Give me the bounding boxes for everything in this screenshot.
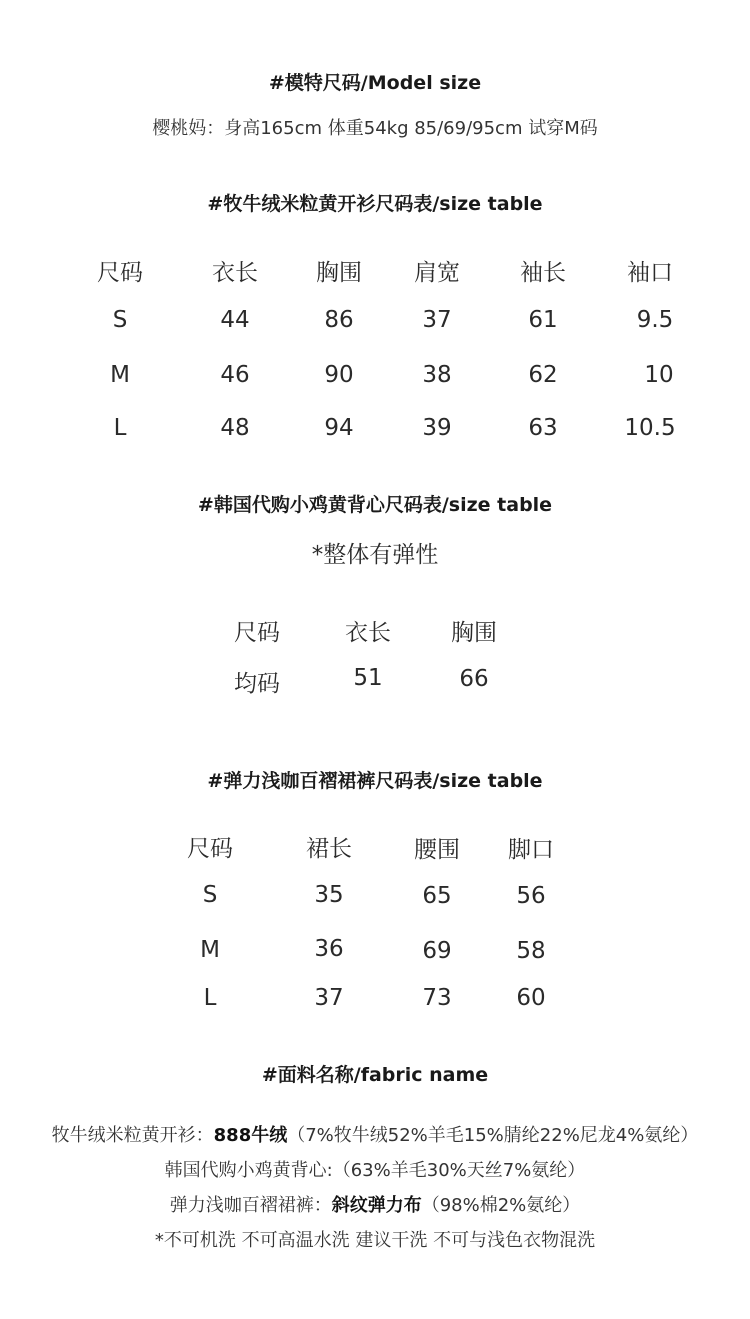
table-cell: 94 bbox=[324, 415, 354, 441]
table-cell: 56 bbox=[516, 883, 546, 909]
fabric-material-name: 斜纹弹力布 bbox=[331, 1195, 422, 1216]
table-header-cell: 衣长 bbox=[345, 620, 391, 646]
table-header-cell: 袖长 bbox=[520, 260, 566, 286]
cardigan-size-heading: #牧牛绒米粒黄开衫尺码表/size table bbox=[207, 193, 543, 215]
table-cell: 90 bbox=[324, 362, 354, 388]
table-cell: 37 bbox=[422, 307, 452, 333]
table-header-cell: 肩宽 bbox=[414, 260, 460, 286]
table-cell: 44 bbox=[220, 307, 250, 333]
table-cell: 9.5 bbox=[636, 307, 674, 333]
table-cell: 63 bbox=[528, 415, 558, 441]
fabric-line-skirt bbox=[0, 1191, 750, 1217]
table-cell: 51 bbox=[353, 665, 383, 691]
fabric-line-cardigan bbox=[0, 1121, 750, 1147]
fabric-material-name: 888牛绒 bbox=[213, 1125, 288, 1146]
table-cell: S bbox=[202, 882, 218, 908]
table-cell: L bbox=[113, 415, 127, 441]
table-cell: 48 bbox=[220, 415, 250, 441]
model-size-heading: #模特尺码/Model size bbox=[268, 72, 482, 94]
table-header-cell: 尺码 bbox=[234, 620, 280, 646]
table-cell: 62 bbox=[528, 362, 558, 388]
fabric-composition: （7%牧牛绒52%羊毛15%腈纶22%尼龙4%氨纶） bbox=[287, 1125, 699, 1146]
table-cell: 58 bbox=[516, 938, 546, 964]
skirt-size-heading: #弹力浅咖百褶裙裤尺码表/size table bbox=[207, 770, 543, 792]
table-cell: M bbox=[200, 937, 220, 963]
table-cell: 38 bbox=[422, 362, 452, 388]
table-cell: 39 bbox=[422, 415, 452, 441]
fabric-item-label: 牧牛绒米粒黄开衫： bbox=[51, 1125, 214, 1146]
table-header-cell: 腰围 bbox=[414, 837, 460, 863]
table-header-cell: 胸围 bbox=[451, 620, 497, 646]
table-cell: 61 bbox=[528, 307, 558, 333]
fabric-line-vest: 韩国代购小鸡黄背心:（63%羊毛30%天丝7%氨纶） bbox=[164, 1160, 586, 1181]
table-cell: 均码 bbox=[234, 671, 280, 697]
table-cell: 46 bbox=[220, 362, 250, 388]
fabric-item-label: 弹力浅咖百褶裙裤： bbox=[169, 1195, 332, 1216]
table-cell: 10 bbox=[644, 362, 674, 388]
table-header-cell: 胸围 bbox=[316, 260, 362, 286]
table-header-cell: 袖口 bbox=[627, 260, 673, 286]
fabric-composition: （98%棉2%氨纶） bbox=[421, 1195, 581, 1216]
table-header-cell: 尺码 bbox=[187, 836, 233, 862]
fabric-heading: #面料名称/fabric name bbox=[261, 1064, 489, 1086]
table-cell: 37 bbox=[314, 985, 344, 1011]
model-size-info: 樱桃妈：身高165cm 体重54kg 85/69/95cm 试穿M码 bbox=[152, 118, 598, 139]
table-cell: 69 bbox=[422, 938, 452, 964]
table-cell: 60 bbox=[516, 985, 546, 1011]
table-cell: 65 bbox=[422, 883, 452, 909]
table-header-cell: 裙长 bbox=[306, 836, 352, 862]
table-cell: 73 bbox=[422, 985, 452, 1011]
care-instructions: *不可机洗 不可高温水洗 建议干洗 不可与浅色衣物混洗 bbox=[154, 1230, 596, 1251]
table-cell: S bbox=[112, 307, 128, 333]
table-header-cell: 衣长 bbox=[212, 260, 258, 286]
table-cell: L bbox=[203, 985, 217, 1011]
table-cell: 66 bbox=[459, 666, 489, 692]
table-cell: M bbox=[110, 362, 130, 388]
table-cell: 36 bbox=[314, 936, 344, 962]
vest-size-heading: #韩国代购小鸡黄背心尺码表/size table bbox=[197, 494, 553, 516]
table-cell: 35 bbox=[314, 882, 344, 908]
table-cell: 86 bbox=[324, 307, 354, 333]
vest-elastic-note: *整体有弹性 bbox=[311, 542, 439, 568]
table-header-cell: 尺码 bbox=[97, 260, 143, 286]
table-cell: 10.5 bbox=[624, 415, 676, 441]
table-header-cell: 脚口 bbox=[508, 837, 554, 863]
